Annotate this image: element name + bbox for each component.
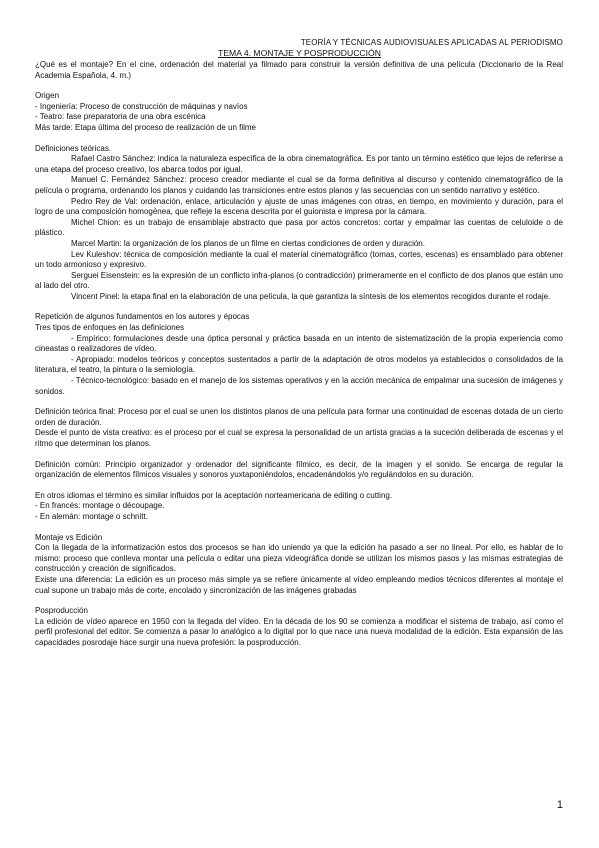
- definition-item: Marcel Martin: la organización de los planos de un filme en ciertas condiciones de orden y duración.: [71, 238, 425, 248]
- common-definition: Definición común: Principio organizador y ordenador del significante fílmico, es decir, de la imagen y el sonido. Se encarga de regular la organización de elementos fílmicos visuales y sonoros yuxtaponiéndolos, encadenándolos y/o regulándolos en su duración.: [35, 459, 563, 480]
- idiomas-line: - En alemán: montage o schnitt.: [35, 511, 148, 521]
- definition-item: Rafael Castro Sánchez: indica la naturaleza específica de la obra cinematográfica. Es por tanto un término estético que lejos de referirse a una etapa del proceso creativo, los abarca todos por igual.: [35, 154, 563, 174]
- repeticion-subheading: Tres tipos de enfoques en las definiciones: [35, 323, 185, 333]
- definition-item: Michel Chion: es un trabajo de ensamblaje abstracto que pasa por actos concretos: cortar y empalmar las cuentas de celuloide o de plástico.: [35, 217, 563, 238]
- definition-item: Manuel C. Fernández Sánchez: proceso creador mediante el cual se da forma definitiva al discurso y contenido cinematográfico de la película o programa, ordenando los planos y cuidando las transiciones entre estos planos y las secuencias con un sentido narrativo y estético.: [35, 175, 563, 195]
- definiciones-heading: Definiciones teóricas.: [35, 143, 112, 153]
- page-number: 1: [556, 799, 563, 811]
- repeticion-heading: Repetición de algunos fundamentos en los autores y épocas: [35, 312, 250, 322]
- montaje-edicion-heading: Montaje vs Edición: [35, 532, 103, 542]
- posproduccion-heading: Posproducción: [35, 606, 88, 616]
- origen-line: Más tarde: Etapa última del proceso de realización de un filme: [35, 122, 257, 132]
- definition-item: Serguei Eisenstein: es la expresión de un conflicto infra-planos (o contradicción) primeramente en el conflicto de dos planos que están uno al lado del otro.: [35, 270, 563, 291]
- definition-item: Vincent Pinel: la etapa final en la elaboración de una película, la que garantiza la síntesis de los elementos recogidos durante el rodaje.: [71, 291, 551, 301]
- enfoque-item: - Apropiado: modelos teóricos y conceptos sustentados a partir de la adaptación de otros modelos ya establecidos o consolidados de la literatura, el teatro, la pintura o la semiología.: [35, 354, 563, 375]
- intro-paragraph: ¿Qué es el montaje? En el cine, ordenación del material ya filmado para construir la versión definitiva de una película (Diccionario de la Real Academia Española, 4. m.): [35, 60, 563, 80]
- definition-item: Pedro Rey de Val: ordenación, enlace, articulación y ajuste de unas imágenes con otras, en tiempo, en movimiento y duración, para el logro de una composición homogénea, que refleje la escena descrita por el guionista e impresa por la cámara.: [35, 196, 563, 217]
- document-body: [35, 60, 563, 649]
- montaje-edicion-paragraph: Existe una diferencia: La edición es un proceso más simple ya se refiere únicamente al vídeo empleando medios técnicos diferentes al montaje el cual supone un trabajo más de corte, encolado y sincronización de las imágenes grabadas: [35, 574, 563, 595]
- origen-heading: Origen: [35, 91, 60, 101]
- montaje-edicion-paragraph: Con la llegada de la informatización estos dos procesos se han ido uniendo ya que la edición ha pasado a ser no lineal. Por ello, es hablar de lo mismo: proceso que conlleva montar una película o editar una pieza videográfica donde se utilizan los mismos pasos y las mismas estrategias de construcción y creación de significados.: [35, 543, 563, 574]
- topic-title: TEMA 4. MONTAJE Y POSPRODUCCIÓN: [218, 48, 381, 58]
- creative-definition: Desde el punto de vista creativo: es el proceso por el cual se expresa la personalidad de un artista gracias a la suceción deliberada de escenas y el ritmo que determinan los planos.: [35, 428, 563, 448]
- origen-line: - Ingeniería: Proceso de construcción de máquinas y navíos: [35, 101, 248, 111]
- idiomas-line: - En francés: montage o découpage.: [35, 501, 165, 511]
- idiomas-intro: En otros idiomas el término es similar influidos por la aceptación norteamericana de editing o cutting.: [35, 490, 393, 500]
- origen-line: - Teatro: fase preparatoria de una obra escénica: [35, 112, 206, 122]
- enfoque-item: - Técnico-tecnológico: basado en el manejo de los sistemas operativos y en la acción mecánica de empalmar una sucesión de imágenes y sonidos.: [35, 376, 563, 396]
- posproduccion-paragraph: La edición de vídeo aparece en 1950 con la llegada del vídeo. En la década de los 90 se comienza a modificar el sistema de trabajo, así como el perfil profesional del editor. Se comienza a pasar lo analógico a lo digital por lo que nace una nueva modalidad de la edición. Esta expansión de las capacidades posrodaje hace surgir una nueva profesión: la posproducción.: [35, 616, 563, 647]
- final-definition: Definición teórica final: Proceso por el cual se unen los distintos planos de una película para formar una continuidad de escenas dotada de un cierto orden de duración.: [35, 407, 563, 427]
- definition-item: Lev Kuleshov: técnica de composición mediante la cual el material cinematográfico (tomas, cortes, escenas) es ensamblado para obtener un todo armonioso y expresivo.: [35, 249, 563, 270]
- course-title: TEORÍA Y TÉCNICAS AUDIOVISUALES APLICADAS AL PERIODISMO: [300, 38, 563, 47]
- enfoque-item: - Empírico: formulaciones desde una óptica personal y práctica basada en un intento de sistematización de la propia experiencia como cineastas o realizadores de vídeo.: [35, 333, 563, 354]
